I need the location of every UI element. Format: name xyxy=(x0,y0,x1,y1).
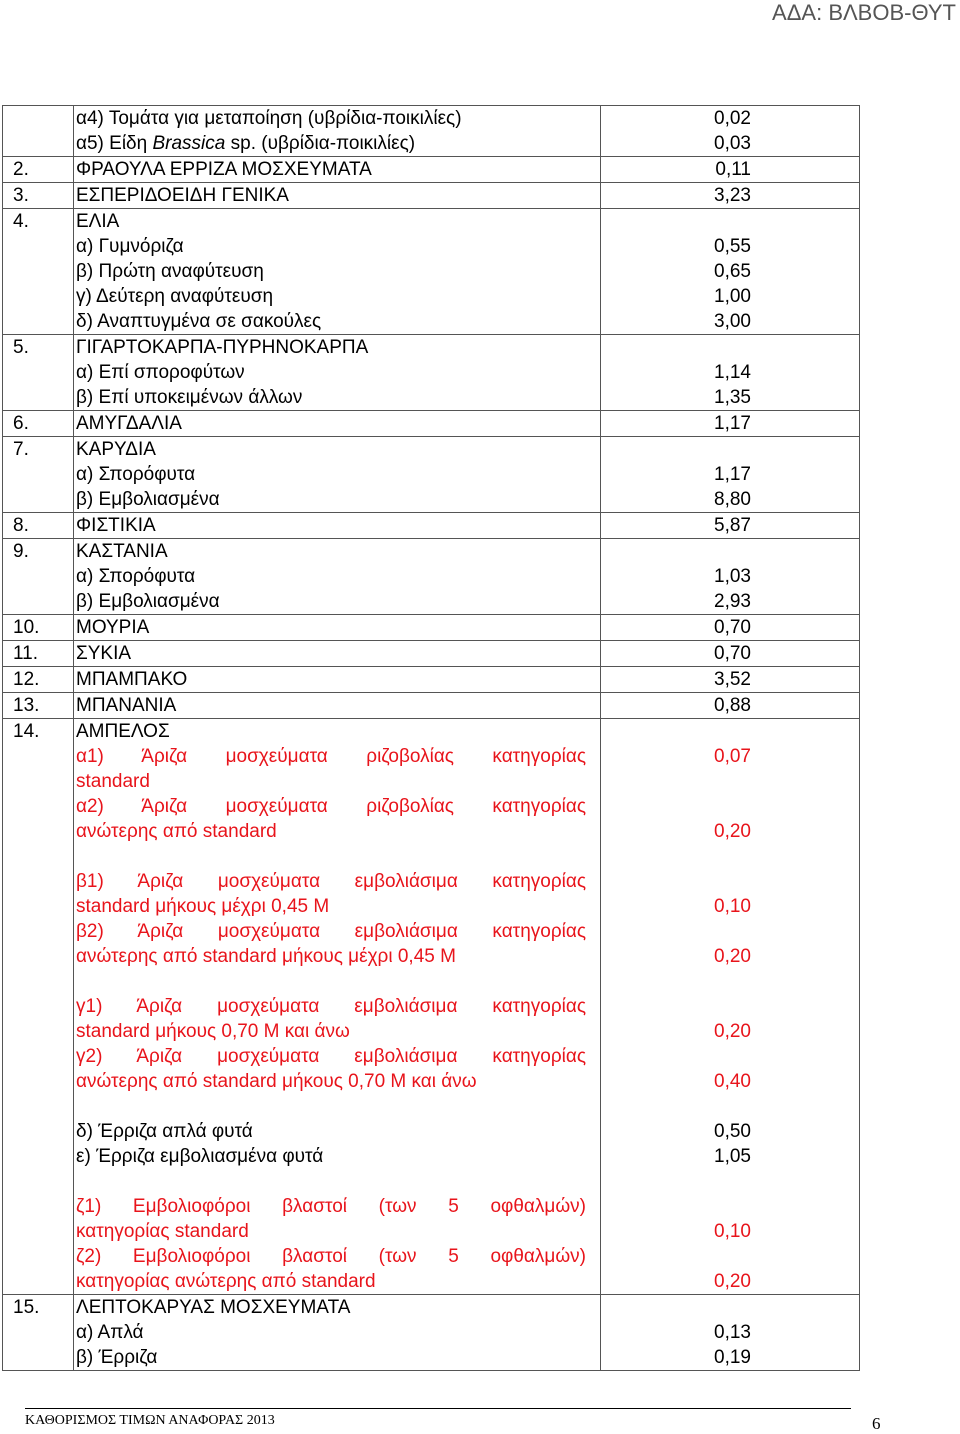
item-value: 0,20 xyxy=(714,946,751,967)
price-table xyxy=(2,105,860,1371)
item-value: 1,14 xyxy=(714,362,751,383)
table-row xyxy=(3,693,860,719)
number-cell xyxy=(3,641,74,667)
table-row xyxy=(3,157,860,183)
item-text-italic: Brassica xyxy=(152,133,226,154)
item-number: 3. xyxy=(13,185,29,206)
item-text: α) Σπορόφυτα xyxy=(76,464,196,485)
description-cell xyxy=(74,513,601,539)
table-row xyxy=(3,719,860,1295)
footer-divider xyxy=(25,1408,851,1409)
value-cell xyxy=(601,539,860,615)
item-value: 1,00 xyxy=(714,286,751,307)
description-cell xyxy=(74,157,601,183)
ada-code: ΑΔΑ: ΒΛΒΟΒ-ΘΥΤ xyxy=(772,0,956,25)
item-number: 10. xyxy=(13,617,40,638)
table-row xyxy=(3,411,860,437)
item-value: 1,03 xyxy=(714,566,751,587)
item-text: β) Εμβολιασμένα xyxy=(76,489,220,510)
item-text: ζ2) Εμβολιοφόροι βλαστοί (των 5 οφθαλμών) xyxy=(76,1246,586,1267)
table-row xyxy=(3,641,860,667)
item-text: ΦΙΣΤΙΚΙΑ xyxy=(76,515,156,536)
item-text: β) Εμβολιασμένα xyxy=(76,591,220,612)
item-number: 2. xyxy=(13,159,29,180)
item-value: 0,20 xyxy=(714,1271,751,1292)
item-text: α) Απλά xyxy=(76,1322,144,1343)
item-text: α) Γυμνόριζα xyxy=(76,236,184,257)
item-text: α1) Άριζα μοσχεύματα ριζοβολίας κατηγορίας xyxy=(76,746,586,767)
number-cell xyxy=(3,157,74,183)
item-value: 0,70 xyxy=(714,643,751,664)
item-text: ΕΣΠΕΡΙΔΟΕΙΔΗ ΓΕΝΙΚΑ xyxy=(76,185,289,206)
number-cell xyxy=(3,106,74,157)
value-cell xyxy=(601,513,860,539)
value-cell xyxy=(601,1295,860,1371)
item-value: 5,87 xyxy=(714,515,751,536)
item-text: ΛΕΠΤΟΚΑΡΥΑΣ ΜΟΣΧΕΥΜΑΤΑ xyxy=(76,1297,351,1318)
item-text: δ) Έρριζα απλά φυτά xyxy=(76,1121,253,1142)
item-value: 2,93 xyxy=(714,591,751,612)
item-value: 0,40 xyxy=(714,1071,751,1092)
value-cell xyxy=(601,209,860,335)
item-text: ανώτερης από standard μήκους μέχρι 0,45 Μ xyxy=(76,946,456,967)
item-text: β) Έρριζα xyxy=(76,1347,158,1368)
value-cell xyxy=(601,106,860,157)
item-number: 5. xyxy=(13,337,29,358)
value-cell xyxy=(601,437,860,513)
item-value: 0,11 xyxy=(715,159,751,180)
table-row xyxy=(3,1295,860,1371)
item-text: κατηγορίας standard xyxy=(76,1221,249,1242)
item-value: 0,55 xyxy=(714,236,751,257)
description-cell xyxy=(74,209,601,335)
number-cell xyxy=(3,513,74,539)
item-text: ε) Έρριζα εμβολιασμένα φυτά xyxy=(76,1146,324,1167)
item-number: 11. xyxy=(13,643,39,664)
item-value: 0,03 xyxy=(714,133,751,154)
value-cell xyxy=(601,719,860,1295)
item-value: 0,20 xyxy=(714,1021,751,1042)
item-value: 3,52 xyxy=(714,669,751,690)
number-cell xyxy=(3,615,74,641)
item-text: ΚΑΡΥΔΙΑ xyxy=(76,439,156,460)
item-text: α) Σπορόφυτα xyxy=(76,566,196,587)
description-cell xyxy=(74,539,601,615)
item-text: α) Επί σποροφύτων xyxy=(76,362,245,383)
item-number: 15. xyxy=(13,1297,40,1318)
item-text: ζ1) Εμβολιοφόροι βλαστοί (των 5 οφθαλμών) xyxy=(76,1196,586,1217)
value-cell xyxy=(601,157,860,183)
item-value: 0,13 xyxy=(714,1322,751,1343)
item-value: 1,05 xyxy=(714,1146,751,1167)
value-cell xyxy=(601,411,860,437)
description-cell xyxy=(74,335,601,411)
item-text: ΑΜΠΕΛΟΣ xyxy=(76,721,170,742)
description-cell xyxy=(74,437,601,513)
table-row xyxy=(3,513,860,539)
table-row xyxy=(3,437,860,513)
table-row xyxy=(3,183,860,209)
item-number: 14. xyxy=(13,721,40,742)
description-cell xyxy=(74,615,601,641)
number-cell xyxy=(3,719,74,1295)
item-value: 1,17 xyxy=(714,413,751,434)
item-value: 0,88 xyxy=(714,695,751,716)
description-cell xyxy=(74,106,601,157)
description-cell xyxy=(74,183,601,209)
description-cell xyxy=(74,719,601,1295)
item-text: standard μήκους μέχρι 0,45 Μ xyxy=(76,896,330,917)
item-value: 0,19 xyxy=(714,1347,751,1368)
value-cell xyxy=(601,335,860,411)
number-cell xyxy=(3,693,74,719)
description-cell xyxy=(74,693,601,719)
item-value: 0,50 xyxy=(714,1121,751,1142)
item-text: standard μήκους 0,70 Μ και άνω xyxy=(76,1021,350,1042)
table-row xyxy=(3,106,860,157)
item-value: 0,70 xyxy=(714,617,751,638)
item-text: ΜΠΑΝΑΝΙΑ xyxy=(76,695,177,716)
number-cell xyxy=(3,209,74,335)
table-row xyxy=(3,667,860,693)
item-value: 0,10 xyxy=(714,1221,751,1242)
item-number: 9. xyxy=(13,541,29,562)
item-value: 0,02 xyxy=(714,108,751,129)
number-cell xyxy=(3,667,74,693)
item-value: 3,23 xyxy=(714,185,751,206)
table-row xyxy=(3,539,860,615)
item-value: 0,10 xyxy=(714,896,751,917)
table-row xyxy=(3,209,860,335)
number-cell xyxy=(3,183,74,209)
item-value: 8,80 xyxy=(714,489,751,510)
item-text: β) Πρώτη αναφύτευση xyxy=(76,261,264,282)
item-text: ΓΙΓΑΡΤΟΚΑΡΠΑ-ΠΥΡΗΝΟΚΑΡΠΑ xyxy=(76,337,369,358)
item-text-part: α5) Είδη xyxy=(76,133,153,154)
item-number: 13. xyxy=(13,695,40,716)
value-cell xyxy=(601,183,860,209)
item-text: ανώτερης από standard xyxy=(76,821,277,842)
item-value: 1,35 xyxy=(714,387,751,408)
description-cell xyxy=(74,667,601,693)
number-cell xyxy=(3,335,74,411)
page-number: 6 xyxy=(872,1414,881,1433)
item-number: 7. xyxy=(13,439,29,460)
footer-title: ΚΑΘΟΡΙΣΜΟΣ ΤΙΜΩΝ ΑΝΑΦΟΡΑΣ 2013 xyxy=(25,1413,275,1428)
item-text: ΑΜΥΓΔΑΛΙΑ xyxy=(76,413,182,434)
item-value: 0,20 xyxy=(714,821,751,842)
item-text: α2) Άριζα μοσχεύματα ριζοβολίας κατηγορίας xyxy=(76,796,586,817)
value-cell xyxy=(601,693,860,719)
item-text: δ) Αναπτυγμένα σε σακούλες xyxy=(76,311,322,332)
item-text: ΜΟΥΡΙΑ xyxy=(76,617,150,638)
table-row xyxy=(3,335,860,411)
item-text xyxy=(76,131,586,156)
item-text: γ) Δεύτερη αναφύτευση xyxy=(76,286,274,307)
item-value: 0,65 xyxy=(714,261,751,282)
table-row xyxy=(3,615,860,641)
item-text: ΣΥΚΙΑ xyxy=(76,643,132,664)
number-cell xyxy=(3,539,74,615)
description-cell xyxy=(74,411,601,437)
item-text: γ2) Άριζα μοσχεύματα εμβολιάσιμα κατηγορίας xyxy=(76,1046,586,1067)
value-cell xyxy=(601,615,860,641)
item-text: β) Επί υποκειμένων άλλων xyxy=(76,387,303,408)
item-text: ΕΛΙΑ xyxy=(76,211,120,232)
number-cell xyxy=(3,1295,74,1371)
item-number: 4. xyxy=(13,211,29,232)
value-cell xyxy=(601,641,860,667)
item-number: 6. xyxy=(13,413,29,434)
number-cell xyxy=(3,437,74,513)
item-text: β1) Άριζα μοσχεύματα εμβολιάσιμα κατηγορίας xyxy=(76,871,586,892)
item-value: 3,00 xyxy=(714,311,751,332)
value-cell xyxy=(601,667,860,693)
item-value: 0,07 xyxy=(714,746,751,767)
item-text: standard xyxy=(76,771,150,792)
item-text-part: sp. (υβρίδια-ποικιλίες) xyxy=(225,133,416,154)
item-number: 8. xyxy=(13,515,29,536)
price-table-body xyxy=(3,106,860,1371)
item-text: κατηγορίας ανώτερης από standard xyxy=(76,1271,376,1292)
item-text: β2) Άριζα μοσχεύματα εμβολιάσιμα κατηγορίας xyxy=(76,921,586,942)
description-cell xyxy=(74,1295,601,1371)
item-value: 1,17 xyxy=(714,464,751,485)
number-cell xyxy=(3,411,74,437)
item-text: α4) Τομάτα για μεταποίηση (υβρίδια-ποικιλίες) xyxy=(76,108,462,129)
item-text: ΜΠΑΜΠΑΚΟ xyxy=(76,669,188,690)
item-text: ΚΑΣΤΑΝΙΑ xyxy=(76,541,168,562)
item-text: ΦΡΑΟΥΛΑ ΕΡΡΙΖΑ ΜΟΣΧΕΥΜΑΤΑ xyxy=(76,159,372,180)
item-number: 12. xyxy=(13,669,40,690)
item-text: γ1) Άριζα μοσχεύματα εμβολιάσιμα κατηγορίας xyxy=(76,996,586,1017)
item-text: ανώτερης από standard μήκους 0,70 Μ και άνω xyxy=(76,1071,477,1092)
description-cell xyxy=(74,641,601,667)
